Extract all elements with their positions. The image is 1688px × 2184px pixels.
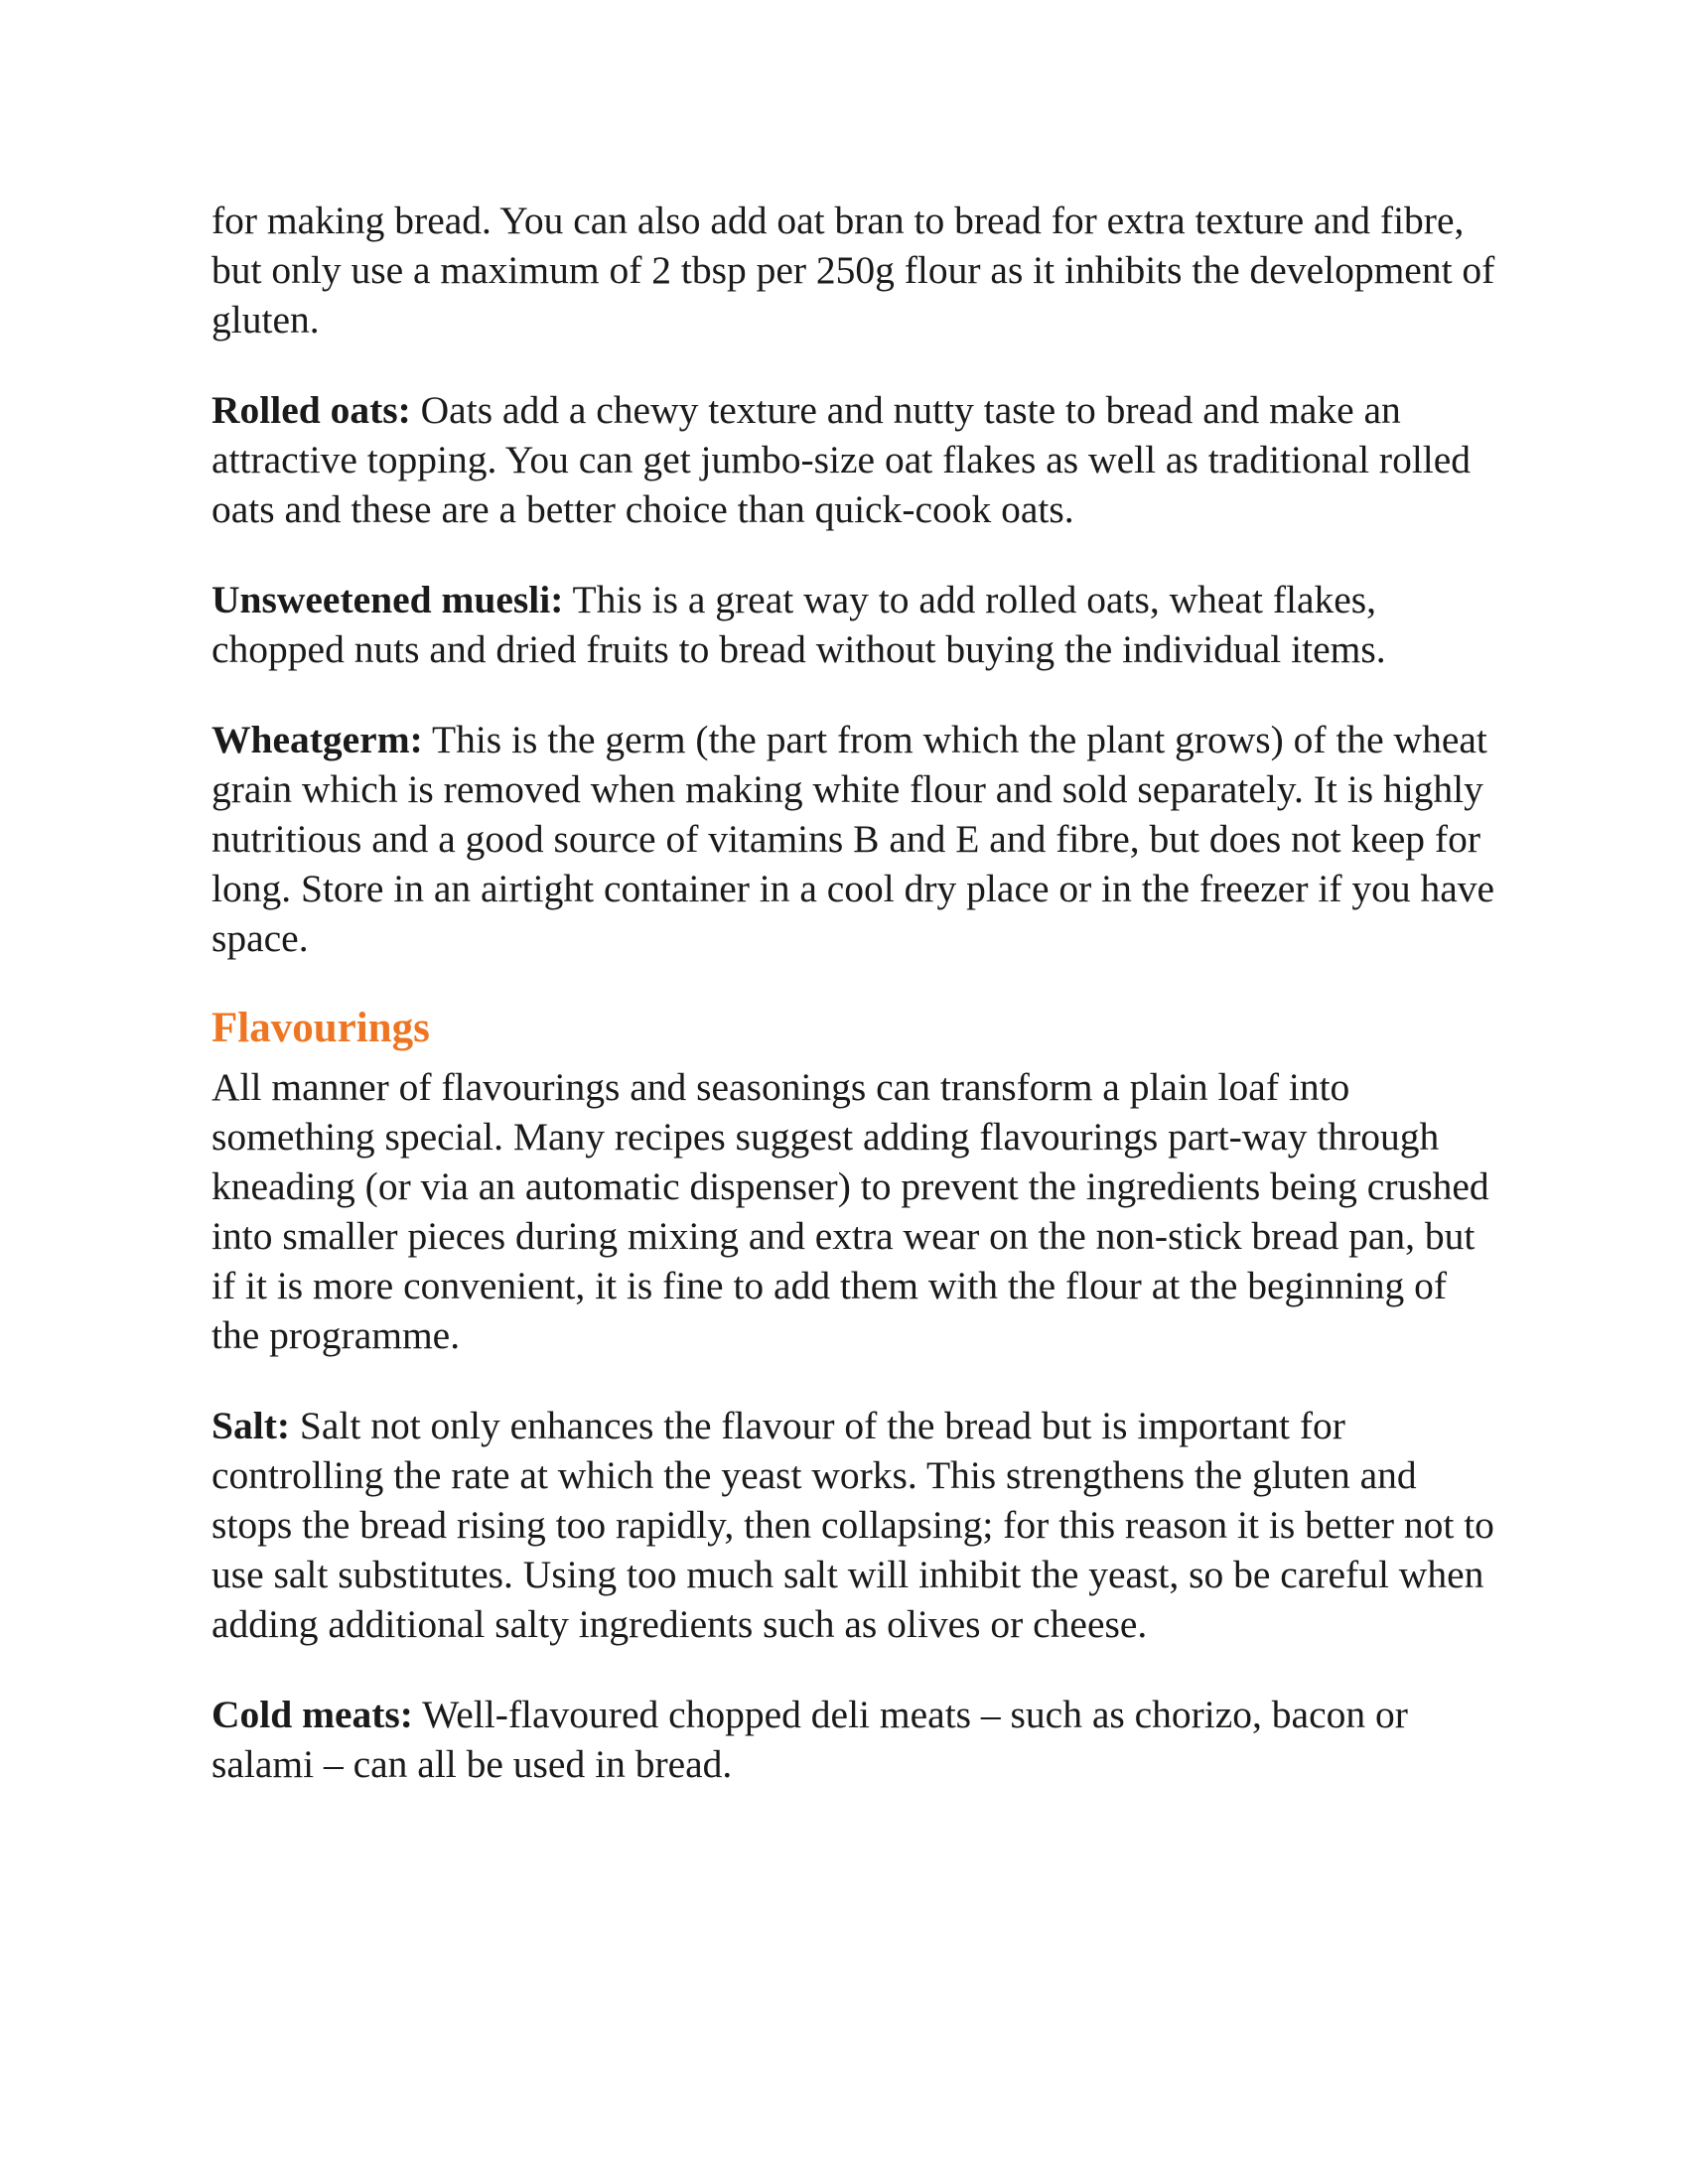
paragraph-unsweetened-muesli bbox=[211, 575, 1502, 674]
document-page bbox=[211, 196, 1502, 1830]
paragraph-text: All manner of flavourings and seasonings can transform a plain loaf into something special. Many recipes suggest adding flavourings part-way through kneading (or via an automatic dispenser) to prevent the ingredients being crushed into smaller pieces during mixing and extra wear on the non-stick bread pan, but if it is more convenient, it is fine to add them with the flour at the beginning of the programme. bbox=[211, 1065, 1489, 1357]
section-heading-flavourings: Flavourings bbox=[211, 1005, 430, 1051]
paragraph-cold-meats bbox=[211, 1690, 1502, 1789]
term-label: Rolled oats: bbox=[211, 388, 411, 432]
paragraph-text: Salt not only enhances the flavour of the bread but is important for controlling the rate at which the yeast works. This strengthens the gluten and stops the bread rising too rapidly, then collapsing; for this reason it is better not to use salt substitutes. Using too much salt will inhibit the yeast, so be careful when adding additional salty ingredients such as olives or cheese. bbox=[211, 1404, 1494, 1646]
term-label: Salt: bbox=[211, 1404, 290, 1447]
paragraph-rolled-oats bbox=[211, 385, 1502, 534]
paragraph-text: Oats add a chewy texture and nutty taste to bread and make an attractive topping. You can get jumbo-size oat flakes as well as traditional rolled oats and these are a better choice than quick-cook oats. bbox=[211, 388, 1472, 531]
paragraph-wheatgerm bbox=[211, 715, 1502, 963]
paragraph-text: This is a great way to add rolled oats, wheat flakes, chopped nuts and dried fruits to bread without buying the individual items. bbox=[211, 578, 1386, 671]
term-label: Wheatgerm: bbox=[211, 718, 423, 761]
paragraph-flavourings-intro bbox=[211, 1062, 1502, 1360]
paragraph-oat-bran bbox=[211, 196, 1502, 344]
paragraph-text: for making bread. You can also add oat bran to bread for extra texture and fibre, but only use a maximum of 2 tbsp per 250g flour as it inhibits the development of gluten. bbox=[211, 199, 1495, 341]
paragraph-text: This is the germ (the part from which the plant grows) of the wheat grain which is removed when making white flour and sold separately. It is highly nutritious and a good source of vitamins B and E and fibre, but does not keep for long. Store in an airtight container in a cool dry place or in the freezer if you have space. bbox=[211, 718, 1495, 960]
paragraph-text: Well-flavoured chopped deli meats – such as chorizo, bacon or salami – can all be used in bread. bbox=[211, 1693, 1408, 1786]
paragraph-salt bbox=[211, 1401, 1502, 1649]
term-label: Cold meats: bbox=[211, 1693, 413, 1736]
term-label: Unsweetened muesli: bbox=[211, 578, 564, 621]
